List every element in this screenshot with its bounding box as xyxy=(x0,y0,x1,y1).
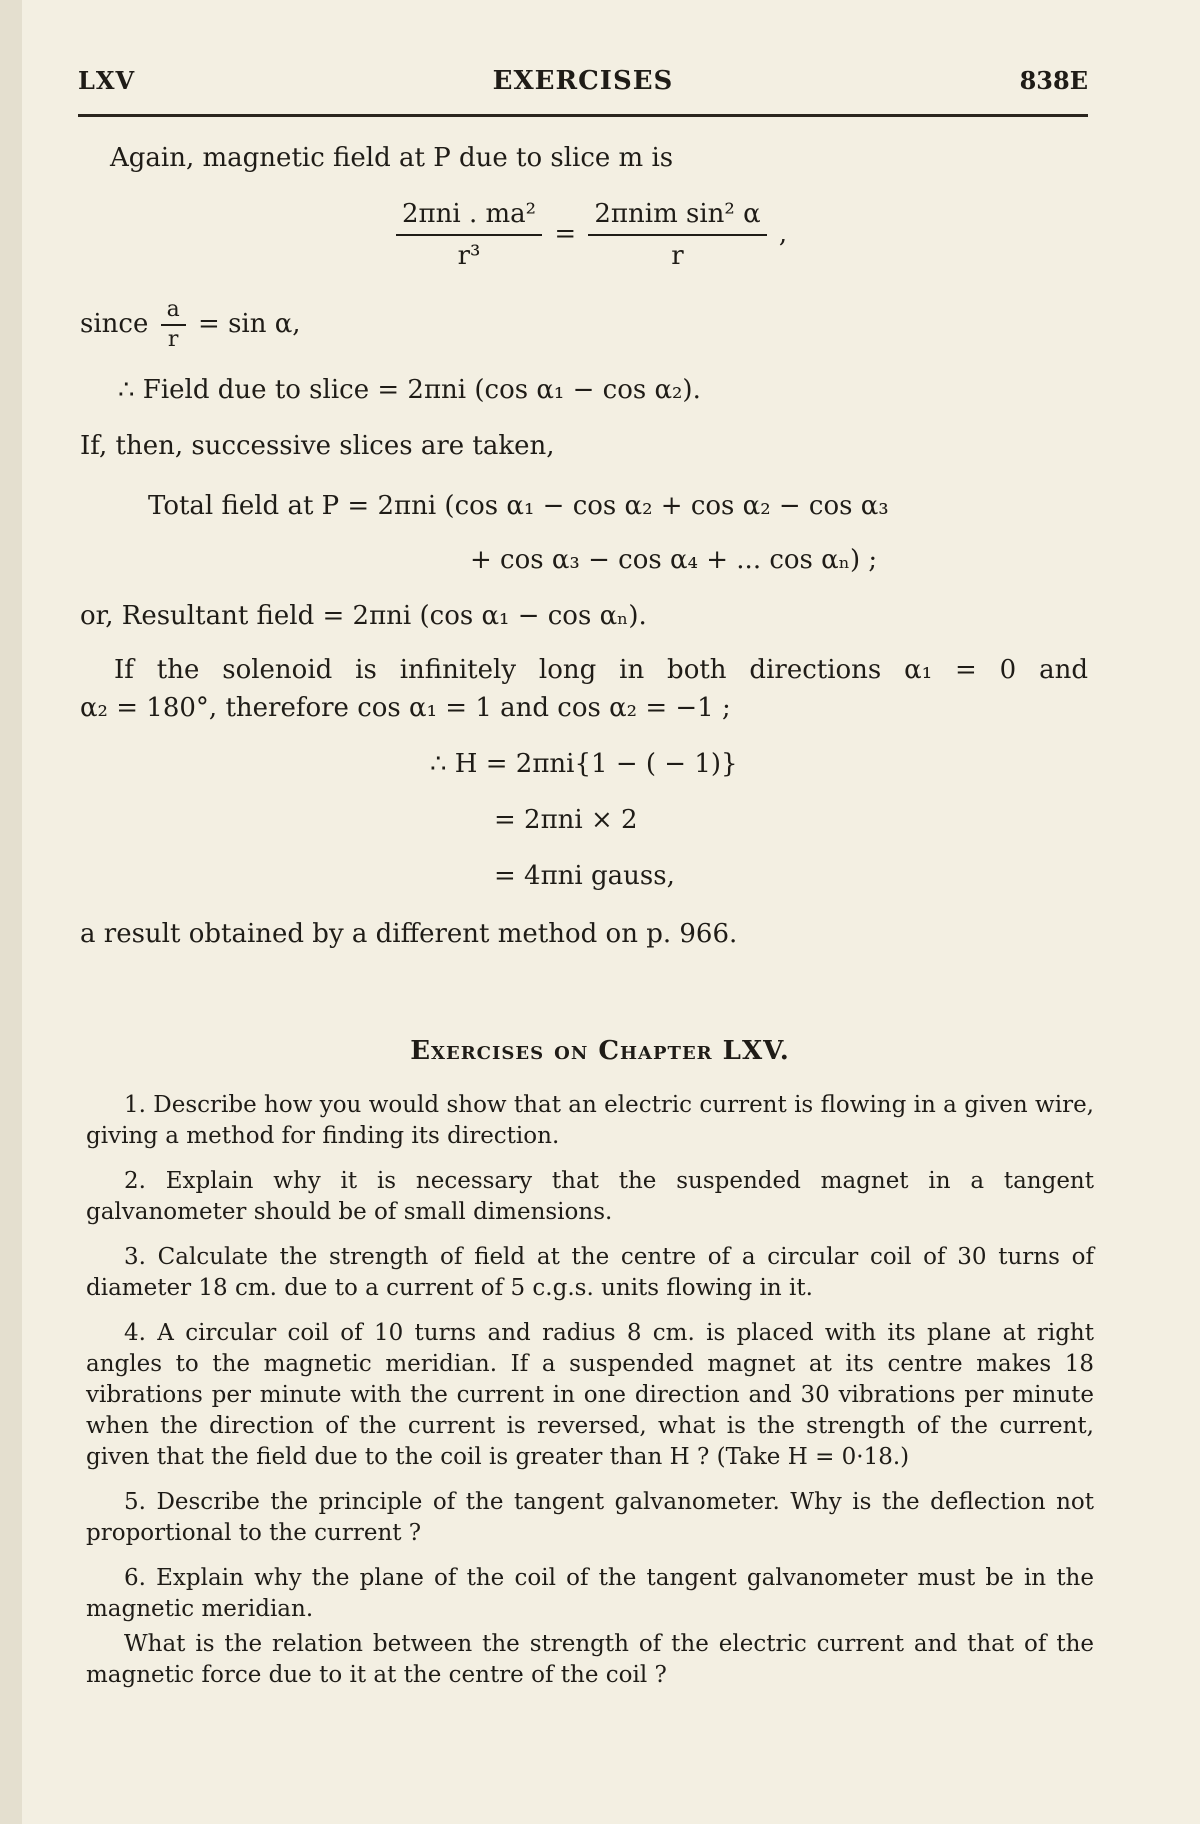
chapter-number: LXV xyxy=(78,66,136,95)
formula-left-num: 2πni . ma² xyxy=(396,196,542,236)
comma: , xyxy=(778,219,788,249)
page-header xyxy=(78,66,1088,106)
field-formula xyxy=(392,196,787,274)
exercise-item: 4. A circular coil of 10 turns and radius 8 cm. is placed with its plane at right angles to the magnetic meridian. If a suspended magnet at its centre makes 18 vibrations per minute with the current in one direction and 30 vibrations per minute when the direction of the current is reversed, what is the strength of the current, given that the field due to the coil is greater than H ? (Take H = 0·18.) xyxy=(86,1320,1094,1470)
formula-right-den: r xyxy=(671,241,684,271)
formula-left-den: r³ xyxy=(457,241,481,271)
resultant-line: or, Resultant field = 2πni (cos α₁ − cos αₙ). xyxy=(80,601,647,631)
since-line xyxy=(80,298,301,352)
since-word: since xyxy=(80,309,149,339)
running-title: EXERCISES xyxy=(492,66,674,96)
intro-line: Again, magnetic field at P due to slice m is xyxy=(110,143,674,173)
exercise-item: 5. Describe the principle of the tangent galvanometer. Why is the deflection not proportional to the current ? xyxy=(86,1489,1094,1546)
infinite-line-2: α₂ = 180°, therefore cos α₁ = 1 and cos α₂ = −1 ; xyxy=(80,693,731,723)
since-den: r xyxy=(167,327,179,352)
H-line-2: = 2πni × 2 xyxy=(494,805,638,835)
infinite-line-1: If the solenoid is infinitely long in both directions α₁ = 0 and xyxy=(114,655,1088,685)
header-rule xyxy=(78,114,1088,117)
exercise-item: 1. Describe how you would show that an electric current is flowing in a given wire, giving a method for finding its direction. xyxy=(86,1092,1094,1149)
formula-right-fraction xyxy=(588,196,766,274)
exercises-heading: Exercises on Chapter LXV. xyxy=(410,1036,790,1066)
since-num: a xyxy=(161,298,186,326)
field-slice-line: ∴ Field due to slice = 2πni (cos α₁ − cos α₂). xyxy=(118,375,701,405)
result-line: a result obtained by a different method on p. 966. xyxy=(80,919,738,949)
formula-left-fraction xyxy=(396,196,542,274)
total-line-1: Total field at P = 2πni (cos α₁ − cos α₂ + cos α₂ − cos α₃ xyxy=(148,491,889,521)
exercise-list xyxy=(86,1090,1094,1691)
since-rhs: = sin α, xyxy=(198,309,301,339)
since-fraction xyxy=(161,298,186,352)
H-line-1: ∴ H = 2πni{1 − ( − 1)} xyxy=(430,749,738,779)
equals-sign: = xyxy=(554,219,577,249)
exercise-item: 6. Explain why the plane of the coil of the tangent galvanometer must be in the magnetic meridian. xyxy=(86,1565,1094,1622)
formula-right-num: 2πnim sin² α xyxy=(588,196,766,236)
exercise-item: What is the relation between the strength of the electric current and that of the magnetic force due to it at the centre of the coil ? xyxy=(86,1631,1094,1688)
H-line-3: = 4πni gauss, xyxy=(494,861,675,891)
successive-line: If, then, successive slices are taken, xyxy=(80,431,555,461)
page-number: 838E xyxy=(1019,66,1088,95)
exercise-item: 3. Calculate the strength of field at the centre of a circular coil of 30 turns of diameter 18 cm. due to a current of 5 c.g.s. units flowing in it. xyxy=(86,1244,1094,1301)
exercise-item: 2. Explain why it is necessary that the suspended magnet in a tangent galvanometer should be of small dimensions. xyxy=(86,1168,1094,1225)
page-edge xyxy=(0,0,22,1824)
total-line-2: + cos α₃ − cos α₄ + ... cos αₙ) ; xyxy=(470,545,878,575)
